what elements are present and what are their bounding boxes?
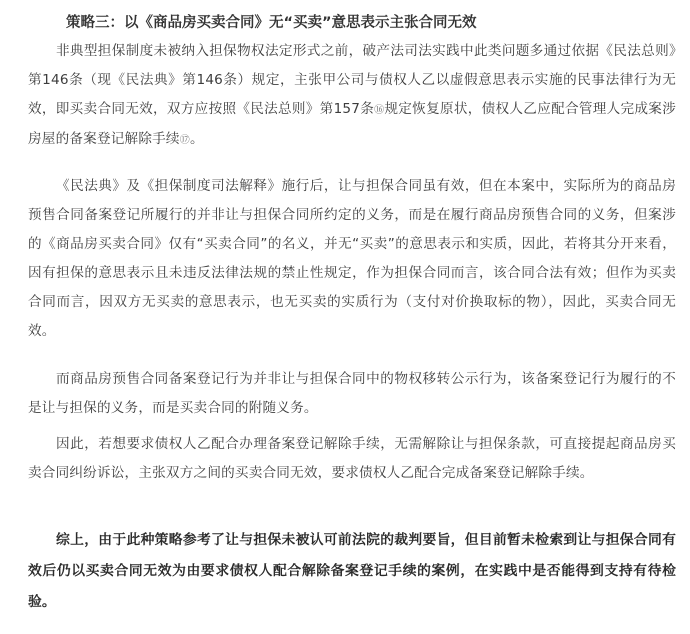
paragraph-5-conclusion: 综上，由于此种策略参考了让与担保未被认可前法院的裁判要旨，但目前暂未检索到让与担保合同有效后仍以买卖合同无效为由要求债权人配合解除备案登记手续的案例，在实践中是否能得到支持有待检验。 <box>28 532 676 610</box>
paragraph-1 <box>28 37 676 155</box>
footnote-marker-17[interactable]: ⑰ <box>179 135 190 146</box>
paragraph-1-text-after: 。 <box>189 131 204 147</box>
strategy-heading: 策略三：以《商品房买卖合同》无“买卖”意思表示主张合同无效 <box>66 15 477 31</box>
paragraph-1-text-middle: 规定恢复原状，债权人乙应配合管理人完成案涉房屋的备案登记解除手续 <box>28 101 676 147</box>
footnote-marker-16[interactable]: ⑯ <box>374 105 385 116</box>
paragraph-1-text-before: 非典型担保制度未被纳入担保物权法定形式之前，破产法司法实践中此类问题多通过依据《民法总则》第146条（现《民法典》第146条）规定，主张甲公司与债权人乙以虚假意思表示实施的民事法律行为无效，即买卖合同无效，双方应按照《民法总则》第157条 <box>28 43 676 117</box>
paragraph-3: 而商品房预售合同备案登记行为并非让与担保合同中的物权移转公示行为，该备案登记行为履行的不是让与担保的义务，而是买卖合同的附随义务。 <box>28 371 676 416</box>
paragraph-2: 《民法典》及《担保制度司法解释》施行后，让与担保合同虽有效，但在本案中，实际所为的商品房预售合同备案登记所履行的并非让与担保合同所约定的义务，而是在履行商品房预售合同的义务，但案涉的《商品房买卖合同》仅有“买卖合同”的名义，并无“买卖”的意思表示和实质，因此，若将其分开来看，因有担保的意思表示且未违反法律法规的禁止性规定，作为担保合同而言，该合同合法有效；但作为买卖合同而言，因双方无买卖的意思表示，也无买卖的实质行为（支付对价换取标的物），因此，买卖合同无效。 <box>28 178 676 339</box>
paragraph-4: 因此，若想要求债权人乙配合办理备案登记解除手续，无需解除让与担保条款，可直接提起商品房买卖合同纠纷诉讼，主张双方之间的买卖合同无效，要求债权人乙配合完成备案登记解除手续。 <box>28 436 676 481</box>
